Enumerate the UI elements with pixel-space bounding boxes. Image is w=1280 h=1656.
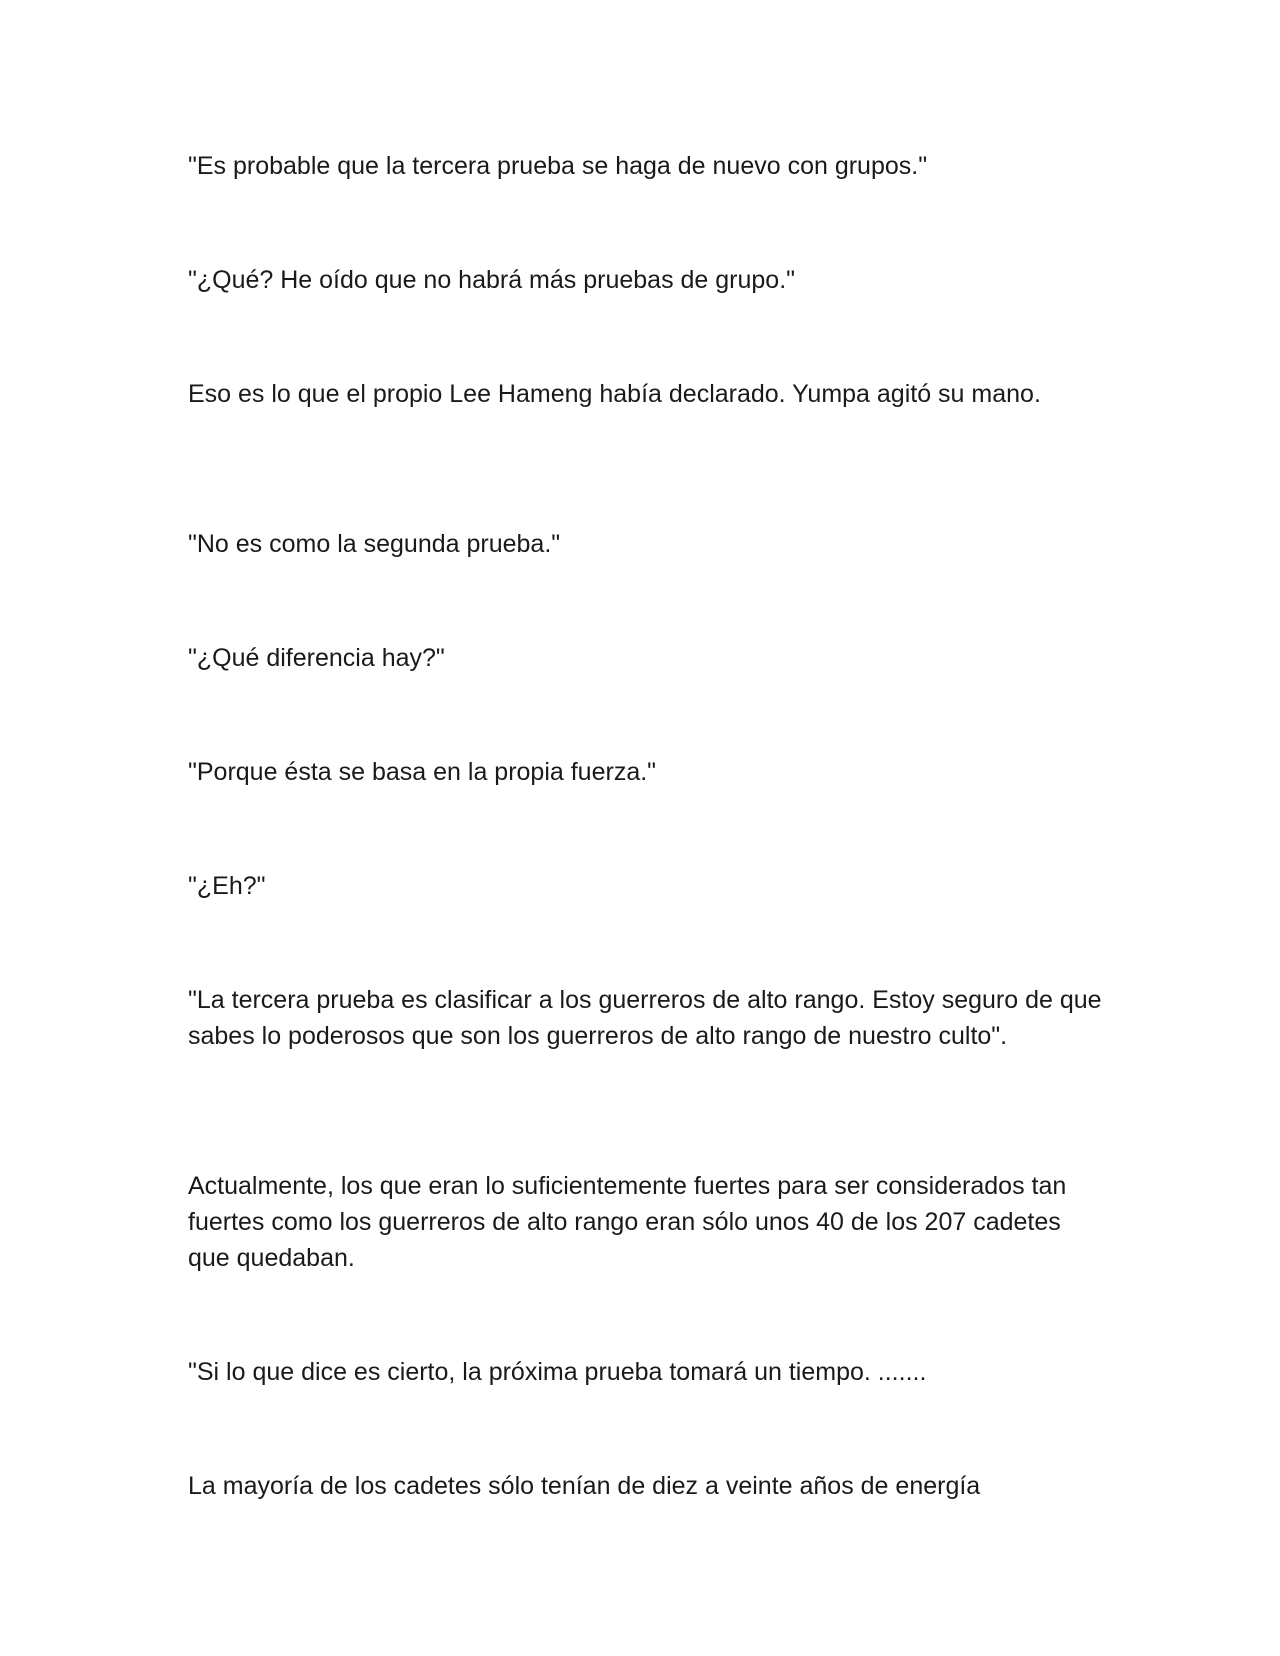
paragraph: Eso es lo que el propio Lee Hameng había declarado. Yumpa agitó su mano.: [188, 380, 1041, 408]
paragraph: "Es probable que la tercera prueba se haga de nuevo con grupos.": [188, 152, 928, 180]
paragraph: La mayoría de los cadetes sólo tenían de diez a veinte años de energía: [188, 1472, 981, 1500]
paragraph: Actualmente, los que eran lo suficientemente fuertes para ser considerados tan fuertes como los guerreros de alto rango eran sólo unos 40 de los 207 cadetes que quedaban.: [188, 1172, 1067, 1272]
document-page: [188, 0, 1108, 1656]
paragraph: "¿Qué diferencia hay?": [188, 644, 445, 672]
paragraph: "Si lo que dice es cierto, la próxima prueba tomará un tiempo. .......: [188, 1358, 927, 1386]
paragraph: "La tercera prueba es clasificar a los guerreros de alto rango. Estoy seguro de que sabes lo poderosos que son los guerreros de alto rango de nuestro culto".: [188, 986, 1102, 1050]
paragraph: "No es como la segunda prueba.": [188, 530, 561, 558]
paragraph: "¿Qué? He oído que no habrá más pruebas de grupo.": [188, 266, 796, 294]
paragraph: "Porque ésta se basa en la propia fuerza.": [188, 758, 657, 786]
paragraph: "¿Eh?": [188, 872, 266, 900]
